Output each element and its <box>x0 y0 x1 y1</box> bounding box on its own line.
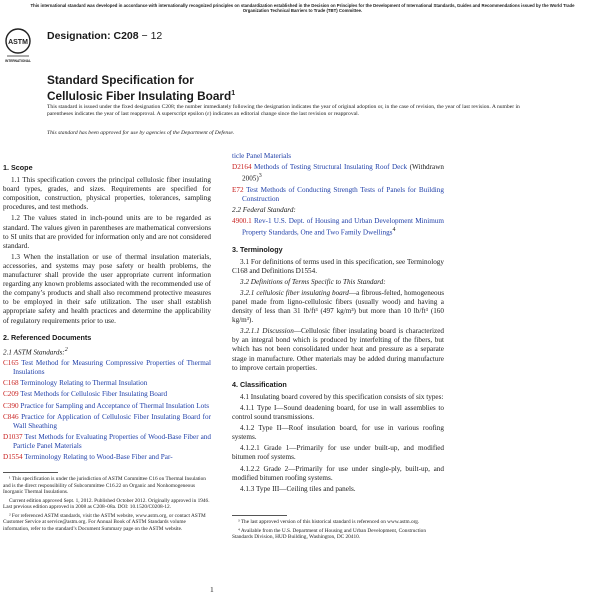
federal-standard-subheading: 2.2 Federal Standard: <box>232 205 296 214</box>
page-number: 1 <box>210 585 214 594</box>
reference-c390[interactable]: C390 Practice for Sampling and Acceptance of Thermal Insulation Lots <box>3 401 210 410</box>
reference-d2164[interactable]: D2164 Methods of Testing Structural Insulating Roof Deck (Withdrawn 2005)$^3$ <box>232 163 445 183</box>
reference-d1037[interactable]: D1037 Test Methods for Evaluating Properties of Wood-Base Fiber and Particle Panel Materials <box>3 432 211 450</box>
paragraph-1-2: 1.2 The values stated in inch-pound units are to be regarded as standard. The values given in parentheses are mathematical conversions to SI units that are provided for information only and are not considered standard. <box>3 214 211 250</box>
designation-label: Designation: C208 <box>47 30 139 42</box>
scope-heading: 1. Scope <box>3 163 33 172</box>
astm-logo-icon <box>4 27 32 71</box>
title-line-1: Standard Specification for <box>47 73 194 87</box>
footnote-divider-left <box>3 472 58 473</box>
paragraph-4-1-1: 4.1.1 Type I—Sound deadening board, for use in wall assemblies to control sound transmissions. <box>232 403 444 422</box>
footnote-1: ¹ This specification is under the jurisdiction of ASTM Committee C16 on Thermal Insulation and is the direct responsibility of Subcommittee C16.22 on Organic and Nonhomogeneous Inorganic Thermal Insulations. <box>3 476 206 495</box>
paragraph-3-2-1: 3.2.1 cellulosic fiber insulating board—a fibrous-felted, homogeneous panel made from ligno-cellulosic fibers (usually wood) and having a density of less than 31 lb/ft³ (497 kg/m³) but more than 10 lb/ft³ (160 kg/m³). <box>232 288 444 325</box>
reference-c846[interactable]: C846 Practice for Application of Cellulosic Fiber Insulating Board for Wall Sheathing <box>3 412 211 430</box>
paragraph-4-1: 4.1 Insulating board covered by this specification consists of six types: <box>240 392 444 401</box>
issued-statement: This standard is issued under the fixed designation C208; the number immediately following the designation indicates the year of original adoption or, in the case of revision, the year of last revision. A number in parentheses indicates the year of last reapproval. A superscript epsilon (ε) indicates an editorial change since the last revision or reapproval. <box>47 104 520 118</box>
paragraph-3-2: 3.2 Definitions of Terms Specific to This Standard: <box>240 277 386 286</box>
paragraph-1-1: 1.1 This specification covers the principal cellulosic fiber insulating board types, grades, and sizes. Requirements are specified for composition, construction, physical properties, tolerances, sampling procedures, and test methods. <box>3 176 211 212</box>
reference-e72[interactable]: E72 Test Methods of Conducting Strength Tests of Panels for Building Construction <box>232 185 444 203</box>
svg-text:INTERNATIONAL: INTERNATIONAL <box>5 59 31 63</box>
astm-standards-subheading: 2.1 ASTM Standards:$^2$ <box>3 346 68 357</box>
svg-text:ASTM: ASTM <box>8 39 28 46</box>
dod-approval-statement: This standard has been approved for use by agencies of the Department of Defense. <box>47 130 235 136</box>
reference-4900-1[interactable]: 4900.1 Rev-1 U.S. Dept. of Housing and Urban Development Minimum Property Standards, One and Two Family Dwellings$^4$ <box>232 216 444 237</box>
right-column <box>232 152 444 496</box>
paragraph-1-3: 1.3 When the installation or use of thermal insulation materials, accessories, and systems may pose safety or health problems, the manufacturer shall provide the user appropriate current information regarding any known problems associated with the recommended use of the company’s products and shall also recommend protective measures to be employed in their safe utilization. The user shall establish appropriate safety and health practices and determine the applicability of regulatory requirements prior to use. <box>3 252 211 325</box>
footnote-1-edition: Current edition approved Sept. 1, 2012. Published October 2012. Originally approved in 1946. Last previous edition approved in 2008 as C208–08a. DOI: 10.1520/C0208-12. <box>3 497 210 510</box>
title-line-2: Cellulosic Fiber Insulating Board <box>47 88 232 103</box>
left-column <box>3 156 211 464</box>
referenced-documents-heading: 2. Referenced Documents <box>3 332 92 342</box>
title-footnote-ref[interactable]: 1 <box>231 90 236 97</box>
footnote-2: ² For referenced ASTM standards, visit the ASTM website, www.astm.org, or contact ASTM Customer Service at service@astm.org. For Annual Book of ASTM Standards volume information, refer to the standard’s Document Summary page on the ASTM website. <box>3 512 206 532</box>
paragraph-3-1: 3.1 For definitions of terms used in this specification, see Terminology C168 and Definitions D1554. <box>232 257 444 275</box>
designation-year: − 12 <box>138 30 163 42</box>
paragraph-4-1-2: 4.1.2 Type II—Roof insulation board, for use in various roofing systems. <box>232 424 444 442</box>
footnotes-left <box>3 476 211 534</box>
classification-heading: 4. Classification <box>232 379 287 389</box>
reference-c168[interactable]: C168 Terminology Relating to Thermal Insulation <box>3 379 148 388</box>
paragraph-4-1-2-2: 4.1.2.2 Grade 2—Primarily for use under single-ply, built-up, and modified bitumen roofing systems. <box>232 464 444 482</box>
reference-d1554-continued[interactable]: ticle Panel Materials <box>232 152 292 160</box>
designation <box>47 30 162 42</box>
reference-d1554[interactable]: D1554 Terminology Relating to Wood-Base Fiber and Par- <box>3 453 173 462</box>
footnote-3: ³ The last approved version of this historical standard is referenced on www.astm.org. <box>238 519 420 525</box>
reference-c165[interactable]: C165 Test Method for Measuring Compressive Properties of Thermal Insulations <box>3 359 211 377</box>
paragraph-3-2-1-1: 3.2.1.1 Discussion—Cellulosic fiber insulating board is characterized by an integral bond which is produced by interfelting of the fibers, but which has not been consolidated under heat and pressure as a separate stage in manufacture. Other materials may be added during manufacture to improve certain properties. <box>232 327 444 372</box>
paragraph-4-1-2-1: 4.1.2.1 Grade 1—Primarily for use under built-up, and modified bitumen roof systems. <box>232 444 444 462</box>
terminology-heading: 3. Terminology <box>232 244 283 254</box>
paragraph-4-1-3: 4.1.3 Type III—Ceiling tiles and panels. <box>240 484 356 493</box>
footnote-4: ⁴ Available from the U.S. Department of Housing and Urban Development, Construction Standards Division, HUD Building, Washington, DC 20410. <box>232 527 426 540</box>
reference-c209[interactable]: C209 Test Methods for Cellulosic Fiber Insulating Board <box>3 390 168 399</box>
international-standard-notice: This international standard was developed in accordance with internationally recognized principles on standardization established in the Decision on Principles for the Development of International Standards, Guides and Recommendations issued by the World Trade Organization Technical Barriers to Trade (TBT) Committee. <box>30 3 575 14</box>
page-title <box>47 73 235 103</box>
footnotes-right <box>232 519 444 543</box>
footnote-divider-right <box>232 515 287 516</box>
